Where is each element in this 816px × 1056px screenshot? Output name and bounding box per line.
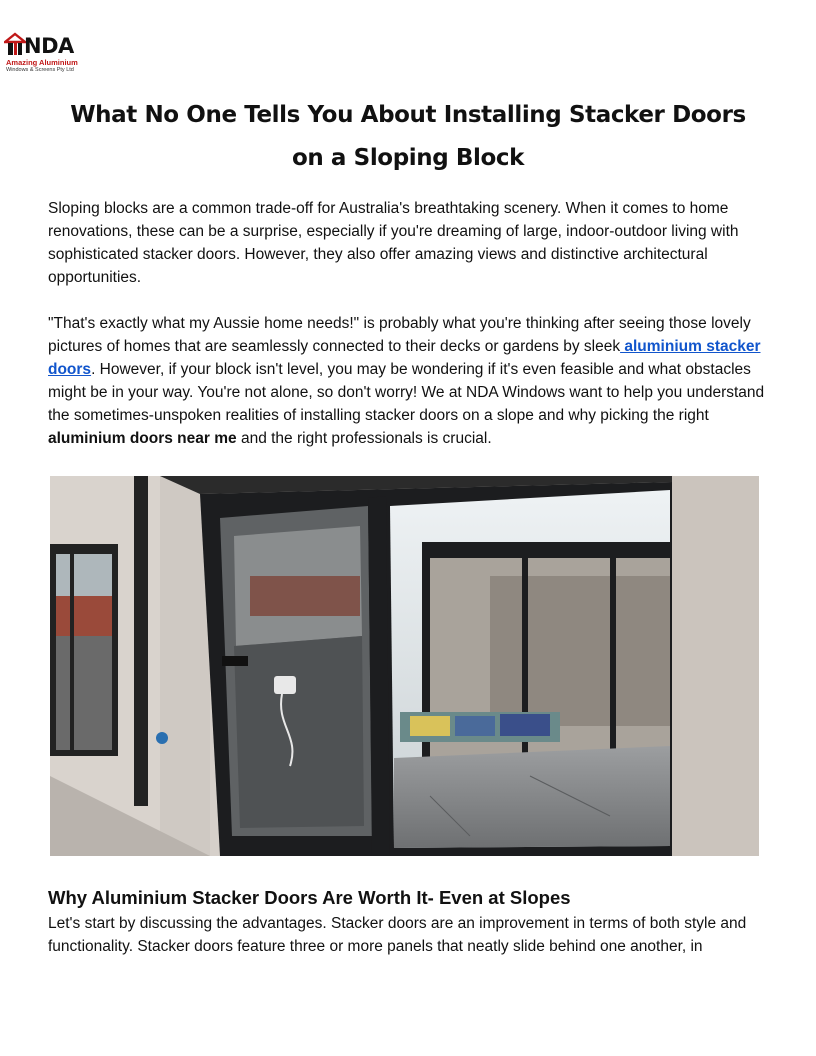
intro-paragraph: Sloping blocks are a common trade-off for Australia's breathtaking scenery. When it comes to home renovations, these can be a surprise, especially if you're dreaming of large, indoor-outdoor living with sophisticated stacker doors. However, they also offer amazing views and distinctive architectural opportunities. (48, 200, 739, 286)
logo-subline: Windows & Screens Pty Ltd (6, 67, 74, 73)
stacker-door-illustration (50, 476, 759, 856)
company-logo[interactable] (4, 32, 80, 76)
second-paragraph (48, 312, 770, 450)
logo-tagline: Amazing Aluminium (6, 58, 78, 67)
article-title: What No One Tells You About Installing Stacker Doors on a Sloping Block (70, 102, 746, 171)
section-paragraph: Let's start by discussing the advantages. Stacker doors are an improvement in terms of both style and functionality. Stacker doors feature three or more panels that neatly slide behind one another, in (48, 915, 747, 955)
aluminium-stacker-doors-link[interactable]: aluminium stacker doors (48, 338, 761, 378)
aluminium-doors-near-me-text: aluminium doors near me (48, 430, 237, 447)
para2-text-end: and the right professionals is crucial. (236, 430, 492, 447)
house-logo-icon (4, 32, 26, 56)
stacker-door-photo (50, 476, 759, 856)
para2-text-start: "That's exactly what my Aussie home needs!" is probably what you're thinking after seeing those lovely pictures of homes that are seamlessly connected to their decks or gardens by sleek (48, 315, 751, 355)
section-heading: Why Aluminium Stacker Doors Are Worth It- Even at Slopes (48, 887, 571, 908)
para2-text-middle: . However, if your block isn't level, you may be wondering if it's even feasible and what obstacles might be in your way. You're not alone, so don't worry! We at NDA Windows want to help you understand the sometimes-unspoken realities of installing stacker doors on a slope and why picking the right (48, 361, 765, 424)
logo-brand-text: NDA (24, 34, 74, 58)
